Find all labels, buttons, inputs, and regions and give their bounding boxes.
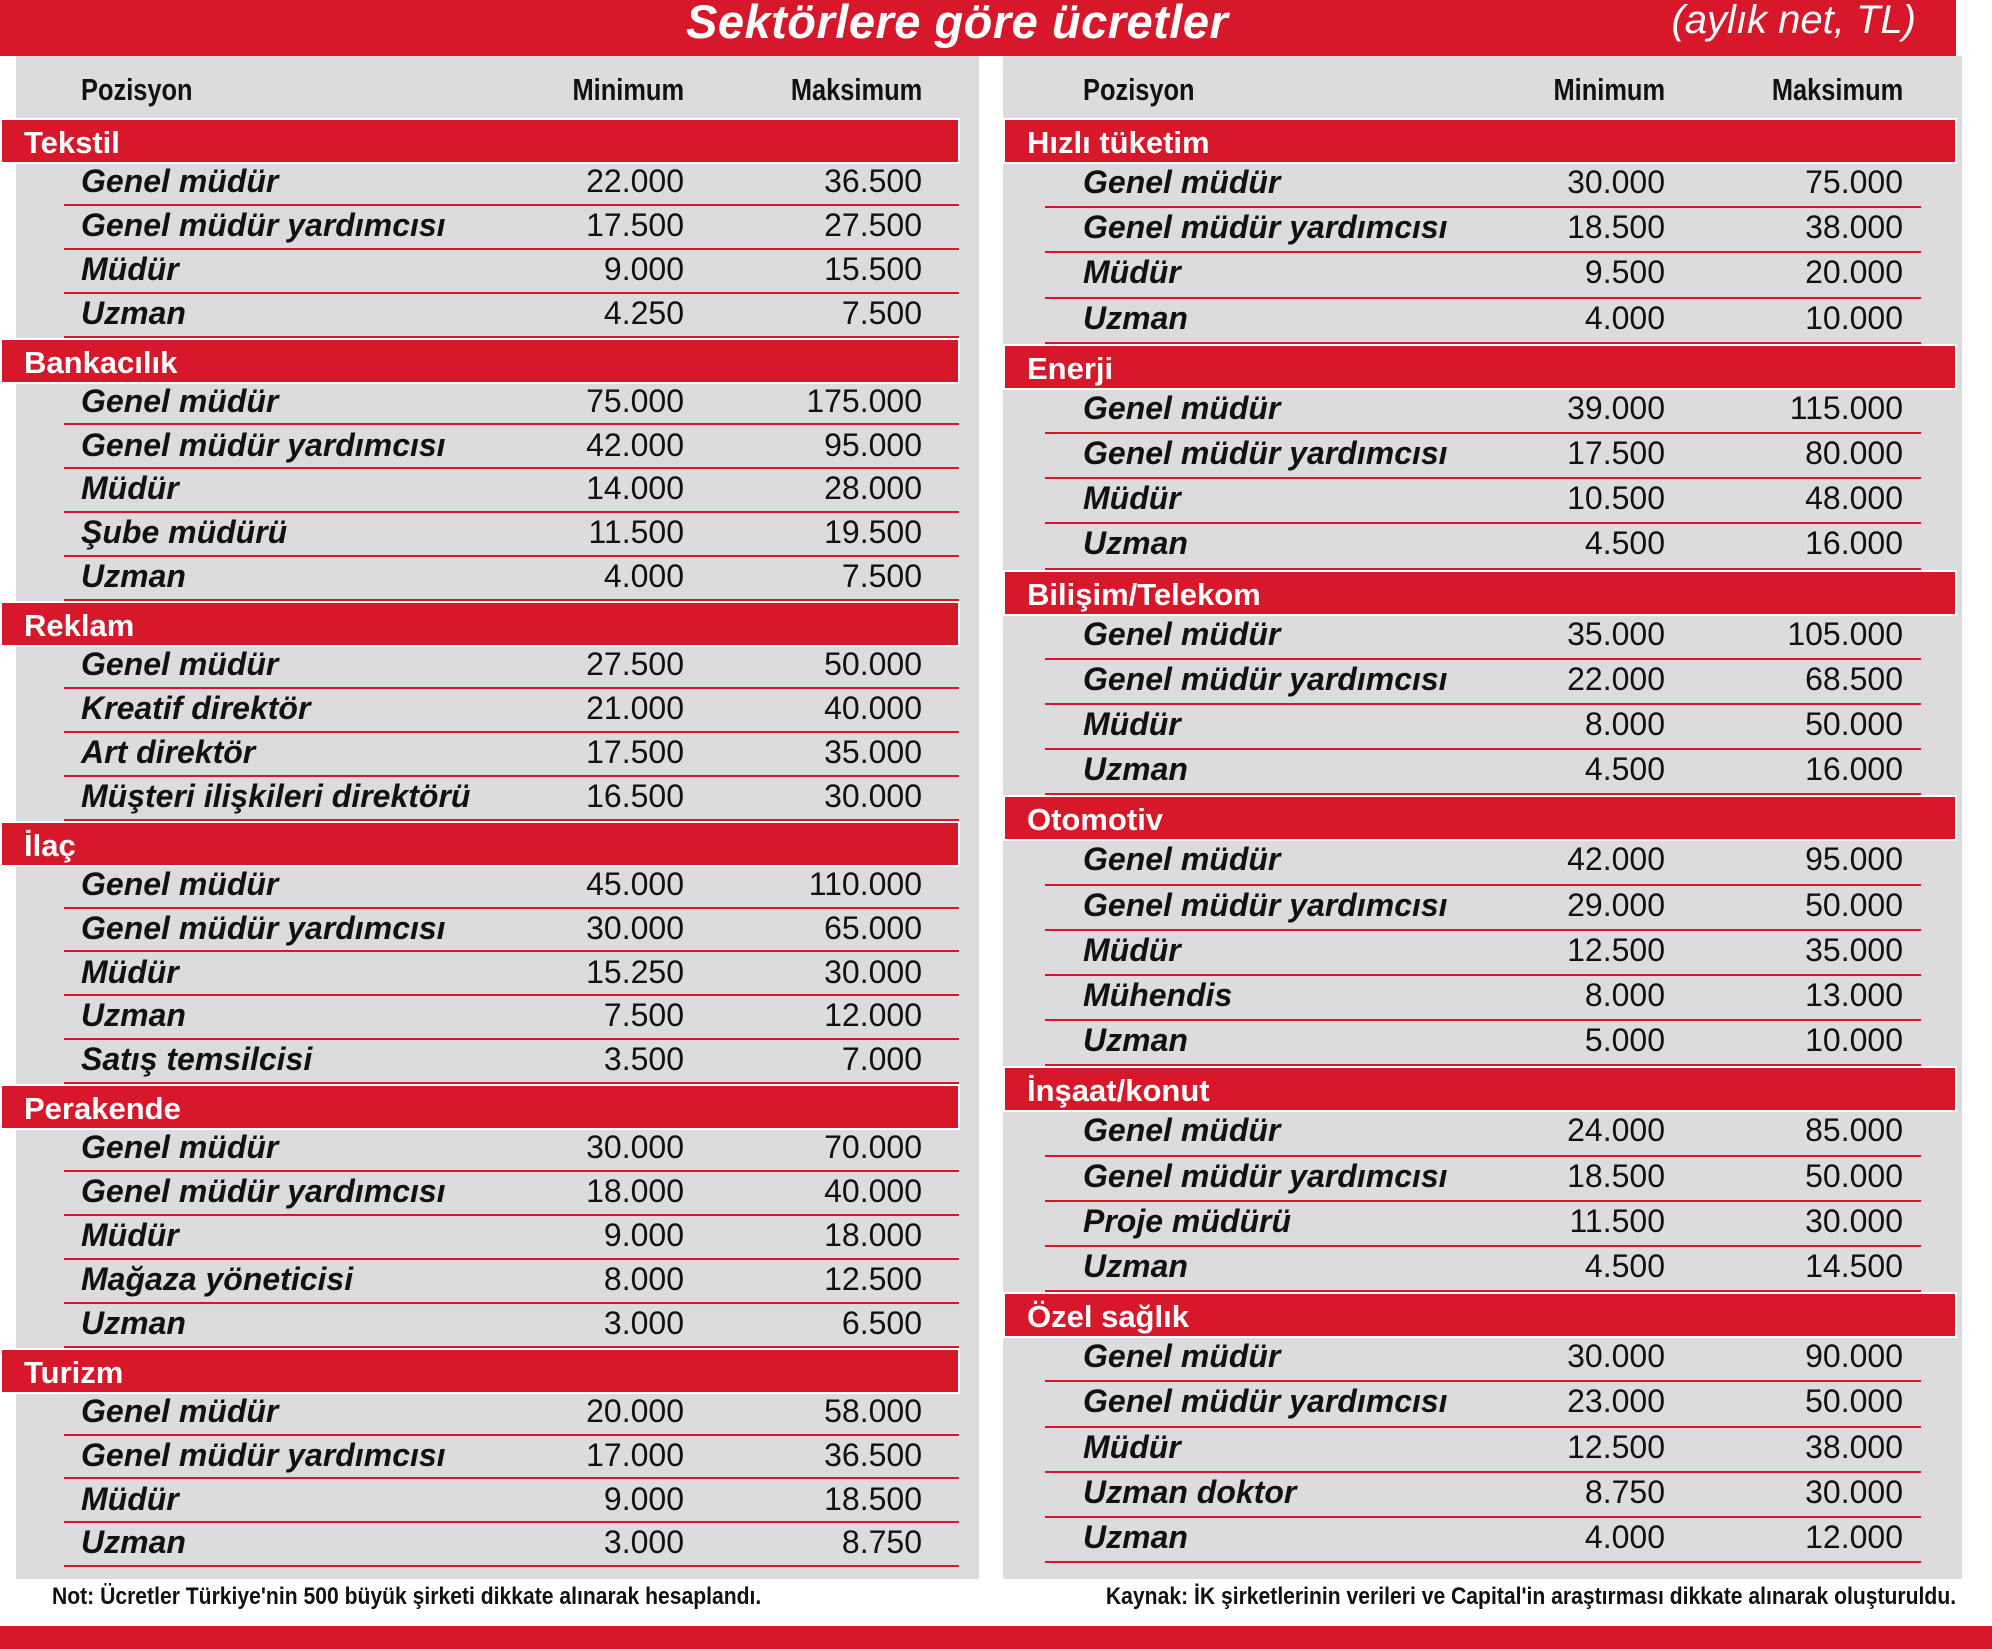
- sector-header: Tekstil: [0, 118, 960, 164]
- minimum-cell: 17.500: [586, 206, 684, 243]
- maximum-cell: 40.000: [824, 690, 922, 726]
- maximum-cell: 48.000: [1805, 480, 1903, 517]
- position-cell: Müdür: [81, 470, 179, 507]
- sector-header: Özel sağlık: [1003, 1292, 1957, 1338]
- table-row: [1045, 750, 1921, 795]
- table-row: [64, 426, 959, 470]
- minimum-cell: 4.000: [603, 558, 684, 595]
- minimum-cell: 22.000: [1567, 660, 1665, 697]
- minimum-cell: 30.000: [586, 1129, 684, 1166]
- table-row: [64, 1436, 959, 1480]
- minimum-cell: 8.000: [1584, 977, 1665, 1013]
- maximum-cell: 95.000: [1805, 841, 1903, 878]
- minimum-cell: 22.000: [586, 163, 684, 199]
- minimum-cell: 9.500: [1584, 254, 1665, 291]
- table-row: [1045, 299, 1921, 344]
- column-header-position: Pozisyon: [1083, 72, 1195, 107]
- maximum-cell: 15.500: [824, 250, 922, 287]
- position-cell: Müdür: [1083, 254, 1181, 291]
- minimum-cell: 18.500: [1567, 1157, 1665, 1194]
- minimum-cell: 39.000: [1567, 389, 1665, 426]
- maximum-cell: 95.000: [824, 426, 922, 463]
- minimum-cell: 29.000: [1567, 886, 1665, 923]
- position-cell: Satış temsilcisi: [81, 1041, 313, 1078]
- position-cell: Genel müdür yardımcısı: [1083, 209, 1448, 246]
- position-cell: Uzman: [1083, 525, 1188, 562]
- table-row: [1045, 931, 1921, 976]
- position-cell: Genel müdür: [81, 163, 279, 199]
- minimum-cell: 75.000: [586, 382, 684, 419]
- table-row: [64, 1128, 959, 1172]
- table-row: [64, 557, 959, 601]
- minimum-cell: 4.250: [603, 294, 684, 331]
- position-cell: Genel müdür: [81, 1392, 279, 1429]
- table-row: [1045, 1247, 1921, 1292]
- maximum-cell: 6.500: [841, 1304, 922, 1341]
- table-row: [64, 513, 959, 557]
- maximum-cell: 20.000: [1805, 254, 1903, 291]
- maximum-cell: 68.500: [1805, 660, 1903, 697]
- table-row: [64, 294, 959, 338]
- minimum-cell: 17.500: [1567, 435, 1665, 471]
- position-cell: Genel müdür yardımcısı: [81, 206, 446, 243]
- column-header-maximum: Maksimum: [790, 72, 922, 107]
- minimum-cell: 4.000: [1584, 1519, 1665, 1555]
- position-cell: Genel müdür yardımcısı: [1083, 435, 1448, 471]
- position-cell: Genel müdür: [1083, 615, 1281, 652]
- position-cell: Genel müdür: [1083, 164, 1281, 200]
- table-row: [64, 1392, 959, 1436]
- position-cell: Genel müdür: [1083, 1112, 1281, 1149]
- position-cell: Uzman: [81, 1304, 186, 1341]
- page-subtitle: (aylık net, TL): [1671, 0, 1916, 42]
- table-row: [1045, 1428, 1921, 1473]
- table-row: [1045, 434, 1921, 479]
- table-row: [64, 996, 959, 1040]
- maximum-cell: 58.000: [824, 1392, 922, 1429]
- minimum-cell: 23.000: [1567, 1383, 1665, 1420]
- position-cell: Genel müdür: [81, 1129, 279, 1166]
- maximum-cell: 36.500: [824, 1436, 922, 1473]
- page-title: Sektörlere göre ücretler: [686, 0, 1229, 48]
- maximum-cell: 30.000: [824, 953, 922, 990]
- maximum-cell: 50.000: [1805, 886, 1903, 923]
- maximum-cell: 19.500: [824, 514, 922, 551]
- column-header-minimum: Minimum: [572, 72, 684, 107]
- position-cell: Müdür: [1083, 480, 1181, 517]
- minimum-cell: 18.500: [1567, 209, 1665, 246]
- maximum-cell: 30.000: [824, 777, 922, 814]
- maximum-cell: 16.000: [1805, 525, 1903, 562]
- minimum-cell: 3.500: [603, 1041, 684, 1078]
- maximum-cell: 13.000: [1805, 977, 1903, 1013]
- maximum-cell: 10.000: [1805, 299, 1903, 336]
- maximum-cell: 8.750: [841, 1524, 922, 1561]
- maximum-cell: 36.500: [824, 163, 922, 199]
- minimum-cell: 30.000: [1567, 164, 1665, 200]
- minimum-cell: 8.750: [1584, 1473, 1665, 1510]
- position-cell: Genel müdür yardımcısı: [1083, 1383, 1448, 1420]
- maximum-cell: 18.500: [824, 1480, 922, 1517]
- maximum-cell: 175.000: [806, 382, 922, 419]
- table-row: [64, 953, 959, 997]
- maximum-cell: 50.000: [824, 646, 922, 683]
- title-bar: [0, 0, 1956, 56]
- position-cell: Genel müdür yardımcısı: [81, 426, 446, 463]
- position-cell: Genel müdür yardımcısı: [1083, 660, 1448, 697]
- table-row: [64, 206, 959, 250]
- position-cell: Proje müdürü: [1083, 1202, 1292, 1239]
- footnote-source: Kaynak: İK şirketlerinin verileri ve Capital'in araştırması dikkate alınarak oluşturuldu.: [1105, 1583, 1956, 1610]
- sector-header: Turizm: [0, 1348, 960, 1394]
- footnote-note: Not: Ücretler Türkiye'nin 500 büyük şirketi dikkate alınarak hesaplandı.: [52, 1583, 762, 1610]
- maximum-cell: 90.000: [1805, 1338, 1903, 1375]
- minimum-cell: 3.000: [603, 1524, 684, 1561]
- position-cell: Uzman: [81, 294, 186, 331]
- minimum-cell: 21.000: [586, 690, 684, 726]
- position-cell: Mühendis: [1083, 977, 1233, 1013]
- table-row: [1045, 1518, 1921, 1563]
- position-cell: Uzman: [1083, 299, 1188, 336]
- position-cell: Genel müdür yardımcısı: [81, 909, 446, 946]
- minimum-cell: 4.500: [1584, 525, 1665, 562]
- minimum-cell: 7.500: [603, 997, 684, 1034]
- position-cell: Genel müdür yardımcısı: [1083, 886, 1448, 923]
- position-cell: Müdür: [81, 1480, 179, 1517]
- table-row: [64, 162, 959, 206]
- position-cell: Kreatif direktör: [81, 690, 311, 726]
- maximum-cell: 7.500: [841, 558, 922, 595]
- table-row: [1045, 976, 1921, 1021]
- table-row: [1045, 1021, 1921, 1066]
- position-cell: Müdür: [1083, 1428, 1181, 1465]
- position-cell: Genel müdür: [1083, 1338, 1281, 1375]
- table-row: [64, 1260, 959, 1304]
- table-row: [64, 645, 959, 689]
- column-header-position: Pozisyon: [81, 72, 193, 107]
- maximum-cell: 30.000: [1805, 1473, 1903, 1510]
- maximum-cell: 7.500: [841, 294, 922, 331]
- minimum-cell: 11.500: [588, 514, 684, 551]
- position-cell: Genel müdür: [81, 646, 279, 683]
- position-cell: Uzman: [81, 558, 186, 595]
- table-row: [1045, 615, 1921, 660]
- position-cell: Genel müdür: [1083, 841, 1281, 878]
- minimum-cell: 4.500: [1584, 751, 1665, 788]
- maximum-cell: 30.000: [1805, 1202, 1903, 1239]
- minimum-cell: 9.000: [603, 1217, 684, 1253]
- minimum-cell: 9.000: [603, 1480, 684, 1517]
- sector-header: İlaç: [0, 821, 960, 867]
- footer-bar: [0, 1626, 1992, 1649]
- maximum-cell: 38.000: [1805, 209, 1903, 246]
- table-row: [64, 382, 959, 426]
- position-cell: Müdür: [81, 250, 179, 287]
- maximum-cell: 16.000: [1805, 751, 1903, 788]
- minimum-cell: 12.500: [1567, 1428, 1665, 1465]
- maximum-cell: 50.000: [1805, 1157, 1903, 1194]
- minimum-cell: 27.500: [586, 646, 684, 683]
- position-cell: Uzman: [1083, 1022, 1188, 1059]
- minimum-cell: 9.000: [603, 250, 684, 287]
- table-row: [1045, 208, 1921, 253]
- table-row: [64, 1480, 959, 1524]
- table-row: [64, 1304, 959, 1348]
- maximum-cell: 38.000: [1805, 1428, 1903, 1465]
- table-row: [1045, 1157, 1921, 1202]
- table-row: [1045, 1382, 1921, 1427]
- minimum-cell: 30.000: [586, 909, 684, 946]
- table-row: [1045, 1111, 1921, 1156]
- table-row: [64, 1040, 959, 1084]
- maximum-cell: 115.000: [1789, 389, 1903, 426]
- table-row: [64, 777, 959, 821]
- position-cell: Müdür: [1083, 706, 1181, 742]
- position-cell: Müdür: [81, 1217, 179, 1253]
- sector-header: İnşaat/konut: [1003, 1066, 1957, 1112]
- minimum-cell: 12.500: [1567, 931, 1665, 968]
- sector-header: Reklam: [0, 601, 960, 647]
- position-cell: Uzman: [1083, 1519, 1188, 1555]
- maximum-cell: 12.000: [824, 997, 922, 1034]
- minimum-cell: 4.000: [1584, 299, 1665, 336]
- right-table-panel: [1003, 56, 1962, 1579]
- position-cell: Genel müdür: [1083, 389, 1281, 426]
- column-header-maximum: Maksimum: [1771, 72, 1903, 107]
- table-row: [1045, 886, 1921, 931]
- position-cell: Genel müdür: [81, 382, 279, 419]
- maximum-cell: 27.500: [824, 206, 922, 243]
- maximum-cell: 10.000: [1805, 1022, 1903, 1059]
- maximum-cell: 7.000: [841, 1041, 922, 1078]
- maximum-cell: 35.000: [824, 733, 922, 770]
- position-cell: Art direktör: [81, 733, 256, 770]
- maximum-cell: 65.000: [824, 909, 922, 946]
- maximum-cell: 85.000: [1805, 1112, 1903, 1149]
- table-row: [64, 1523, 959, 1567]
- position-cell: Uzman doktor: [1083, 1473, 1297, 1510]
- minimum-cell: 18.000: [586, 1173, 684, 1210]
- minimum-cell: 35.000: [1567, 615, 1665, 652]
- table-row: [1045, 1202, 1921, 1247]
- minimum-cell: 20.000: [586, 1392, 684, 1429]
- maximum-cell: 40.000: [824, 1173, 922, 1210]
- minimum-cell: 11.500: [1569, 1202, 1665, 1239]
- table-row: [1045, 163, 1921, 208]
- maximum-cell: 18.000: [824, 1217, 922, 1253]
- minimum-cell: 5.000: [1584, 1022, 1665, 1059]
- position-cell: Genel müdür yardımcısı: [81, 1173, 446, 1210]
- minimum-cell: 45.000: [586, 865, 684, 902]
- maximum-cell: 12.000: [1805, 1519, 1903, 1555]
- position-cell: Genel müdür yardımcısı: [81, 1436, 446, 1473]
- sector-header: Enerji: [1003, 344, 1957, 390]
- position-cell: Uzman: [81, 997, 186, 1034]
- table-row: [1045, 524, 1921, 569]
- position-cell: Uzman: [1083, 1248, 1188, 1284]
- maximum-cell: 35.000: [1805, 931, 1903, 968]
- table-row: [64, 1172, 959, 1216]
- table-row: [1045, 253, 1921, 298]
- table-row: [64, 733, 959, 777]
- maximum-cell: 110.000: [808, 865, 922, 902]
- table-row: [1045, 840, 1921, 885]
- maximum-cell: 75.000: [1805, 164, 1903, 200]
- position-cell: Müdür: [1083, 931, 1181, 968]
- sector-header: Hızlı tüketim: [1003, 118, 1957, 164]
- maximum-cell: 50.000: [1805, 1383, 1903, 1420]
- table-row: [1045, 660, 1921, 705]
- position-cell: Mağaza yöneticisi: [81, 1260, 354, 1297]
- table-row: [1045, 705, 1921, 750]
- sector-header: Bankacılık: [0, 338, 960, 384]
- position-cell: Genel müdür: [81, 865, 279, 902]
- column-header-minimum: Minimum: [1553, 72, 1665, 107]
- position-cell: Uzman: [81, 1524, 186, 1561]
- sector-header: Otomotiv: [1003, 795, 1957, 841]
- table-row: [1045, 479, 1921, 524]
- table-row: [64, 689, 959, 733]
- table-row: [1045, 1473, 1921, 1518]
- maximum-cell: 28.000: [824, 470, 922, 507]
- maximum-cell: 50.000: [1805, 706, 1903, 742]
- position-cell: Şube müdürü: [81, 514, 288, 551]
- minimum-cell: 17.500: [586, 733, 684, 770]
- maximum-cell: 80.000: [1805, 435, 1903, 471]
- table-row: [64, 865, 959, 909]
- table-row: [1045, 389, 1921, 434]
- minimum-cell: 3.000: [603, 1304, 684, 1341]
- table-row: [64, 909, 959, 953]
- minimum-cell: 17.000: [586, 1436, 684, 1473]
- maximum-cell: 70.000: [824, 1129, 922, 1166]
- sector-header: Perakende: [0, 1084, 960, 1130]
- minimum-cell: 8.000: [1584, 706, 1665, 742]
- table-row: [1045, 1337, 1921, 1382]
- minimum-cell: 30.000: [1567, 1338, 1665, 1375]
- table-row: [64, 250, 959, 294]
- minimum-cell: 4.500: [1584, 1248, 1665, 1284]
- minimum-cell: 16.500: [586, 777, 684, 814]
- maximum-cell: 105.000: [1787, 615, 1903, 652]
- left-table-panel: [16, 56, 979, 1579]
- minimum-cell: 8.000: [603, 1260, 684, 1297]
- position-cell: Müşteri ilişkileri direktörü: [81, 777, 471, 814]
- minimum-cell: 24.000: [1567, 1112, 1665, 1149]
- minimum-cell: 14.000: [586, 470, 684, 507]
- table-row: [64, 469, 959, 513]
- minimum-cell: 10.500: [1567, 480, 1665, 517]
- table-row: [64, 1216, 959, 1260]
- position-cell: Genel müdür yardımcısı: [1083, 1157, 1448, 1194]
- minimum-cell: 42.000: [586, 426, 684, 463]
- position-cell: Uzman: [1083, 751, 1188, 788]
- position-cell: Müdür: [81, 953, 179, 990]
- minimum-cell: 42.000: [1567, 841, 1665, 878]
- minimum-cell: 15.250: [586, 953, 684, 990]
- maximum-cell: 12.500: [824, 1260, 922, 1297]
- maximum-cell: 14.500: [1805, 1248, 1903, 1284]
- sector-header: Bilişim/Telekom: [1003, 570, 1957, 616]
